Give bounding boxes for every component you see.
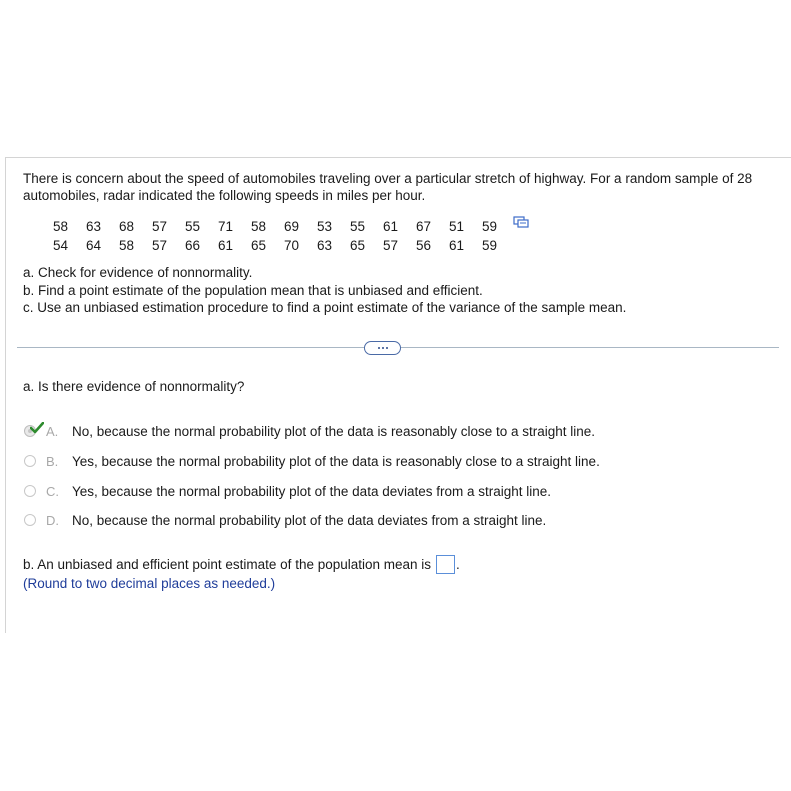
radio-d[interactable] (24, 514, 36, 526)
question-b-prompt: b. An unbiased and efficient point estimate of the population mean is (23, 557, 432, 572)
part-b-instruction: b. Find a point estimate of the population mean that is unbiased and efficient. (23, 282, 483, 298)
content-top-border (5, 157, 791, 158)
data-cell: 56 (415, 238, 432, 253)
data-cell: 63 (316, 238, 333, 253)
option-d[interactable] (24, 511, 547, 529)
data-row (44, 236, 506, 255)
data-cell: 64 (85, 238, 102, 253)
data-cell: 69 (283, 219, 300, 234)
data-cell: 55 (184, 219, 201, 234)
option-b-letter: B. (46, 453, 59, 469)
data-cell: 57 (151, 219, 168, 234)
data-cell: 61 (382, 219, 399, 234)
question-b (23, 555, 460, 574)
data-cell: 58 (52, 219, 69, 234)
data-cell: 58 (250, 219, 267, 234)
option-d-letter: D. (46, 512, 59, 528)
part-a-instruction: a. Check for evidence of nonnormality. (23, 265, 253, 280)
option-c-letter: C. (46, 483, 59, 499)
data-cell: 51 (448, 219, 465, 234)
data-cell: 70 (283, 238, 300, 253)
radio-c[interactable] (24, 485, 36, 497)
option-b[interactable] (24, 452, 600, 470)
data-cell: 55 (349, 219, 366, 234)
question-a-prompt: a. Is there evidence of nonnormality? (23, 379, 245, 394)
option-a[interactable] (24, 422, 596, 440)
data-cell: 68 (118, 219, 135, 234)
data-cell: 61 (217, 238, 234, 253)
data-cell: 61 (448, 238, 465, 253)
dot (386, 347, 388, 349)
problem-intro: There is concern about the speed of automobiles traveling over a particular stretch of highway. For a random sample of 28 automobiles, radar indicated the following speeds in miles per hour. (23, 171, 753, 203)
more-options-icon[interactable] (364, 341, 401, 355)
data-cell: 53 (316, 219, 333, 234)
data-cell: 59 (481, 219, 498, 234)
content-left-border (5, 157, 6, 633)
data-cell: 66 (184, 238, 201, 253)
data-cell: 65 (250, 238, 267, 253)
radio-b[interactable] (24, 455, 36, 467)
data-row (44, 217, 506, 236)
data-cell: 57 (382, 238, 399, 253)
data-cell: 71 (217, 219, 234, 234)
option-c[interactable] (24, 482, 552, 500)
dot (382, 347, 384, 349)
problem-parts (23, 264, 626, 317)
option-c-text[interactable]: Yes, because the normal probability plot of the data deviates from a straight line. (72, 483, 552, 499)
check-icon (30, 422, 44, 434)
copy-data-icon[interactable] (513, 216, 530, 229)
data-cell: 58 (118, 238, 135, 253)
data-cell: 63 (85, 219, 102, 234)
part-c-instruction: c. Use an unbiased estimation procedure to find a point estimate of the variance of the sample mean. (23, 300, 627, 315)
dot (378, 347, 380, 349)
speed-data-table (44, 217, 506, 255)
mean-answer-input[interactable] (436, 555, 455, 574)
option-b-text[interactable]: Yes, because the normal probability plot of the data is reasonably close to a straight line. (72, 453, 600, 469)
data-cell: 57 (151, 238, 168, 253)
option-a-text[interactable]: No, because the normal probability plot of the data is reasonably close to a straight line. (72, 423, 596, 439)
data-cell: 54 (52, 238, 69, 253)
data-cell: 67 (415, 219, 432, 234)
option-d-text[interactable]: No, because the normal probability plot of the data deviates from a straight line. (72, 512, 547, 528)
question-b-suffix: . (456, 557, 460, 572)
option-a-letter: A. (46, 423, 59, 439)
data-cell: 59 (481, 238, 498, 253)
data-cell: 65 (349, 238, 366, 253)
rounding-hint: (Round to two decimal places as needed.) (23, 576, 276, 591)
